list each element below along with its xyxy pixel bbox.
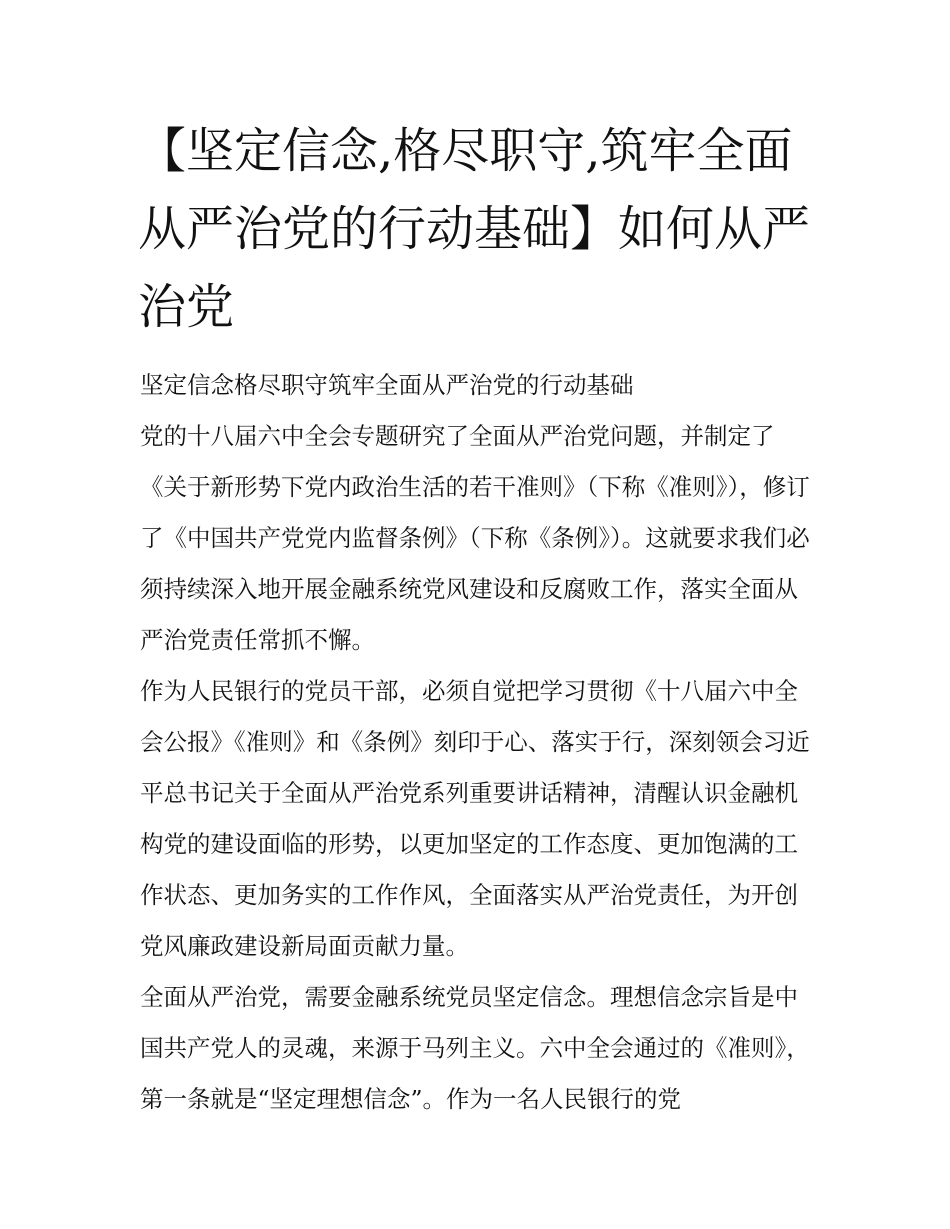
document-body	[140, 360, 820, 1125]
paragraph-subtitle: 坚定信念格尽职守筑牢全面从严治党的行动基础	[140, 371, 634, 399]
paragraph: 党的十八届六中全会专题研究了全面从严治党问题，并制定了《关于新形势下党内政治生活的若干准则》（下称《准则》），修订了《中国共产党党内监督条例》（下称《条例》）。这就要求我们必须持续深入地开展金融系统党风建设和反腐败工作，落实全面从严治党责任常抓不懈。	[140, 422, 810, 654]
paragraph: 作为人民银行的党员干部，必须自觉把学习贯彻《十八届六中全会公报》《准则》和《条例》刻印于心、落实于行，深刻领会习近平总书记关于全面从严治党系列重要讲话精神，清醒认识金融机构党的建设面临的形势，以更加坚定的工作态度、更加饱满的工作状态、更加务实的工作作风，全面落实从严治党责任，为开创党风廉政建设新局面贡献力量。	[140, 677, 810, 960]
document-title: 【坚定信念,格尽职守,筑牢全面从严治党的行动基础】如何从严治党	[138, 123, 811, 335]
paragraph: 全面从严治党，需要金融系统党员坚定信念。理想信念宗旨是中国共产党人的灵魂，来源于马列主义。六中全会通过的《准则》，第一条就是“坚定理想信念”。作为一名人民银行的党	[140, 983, 810, 1113]
